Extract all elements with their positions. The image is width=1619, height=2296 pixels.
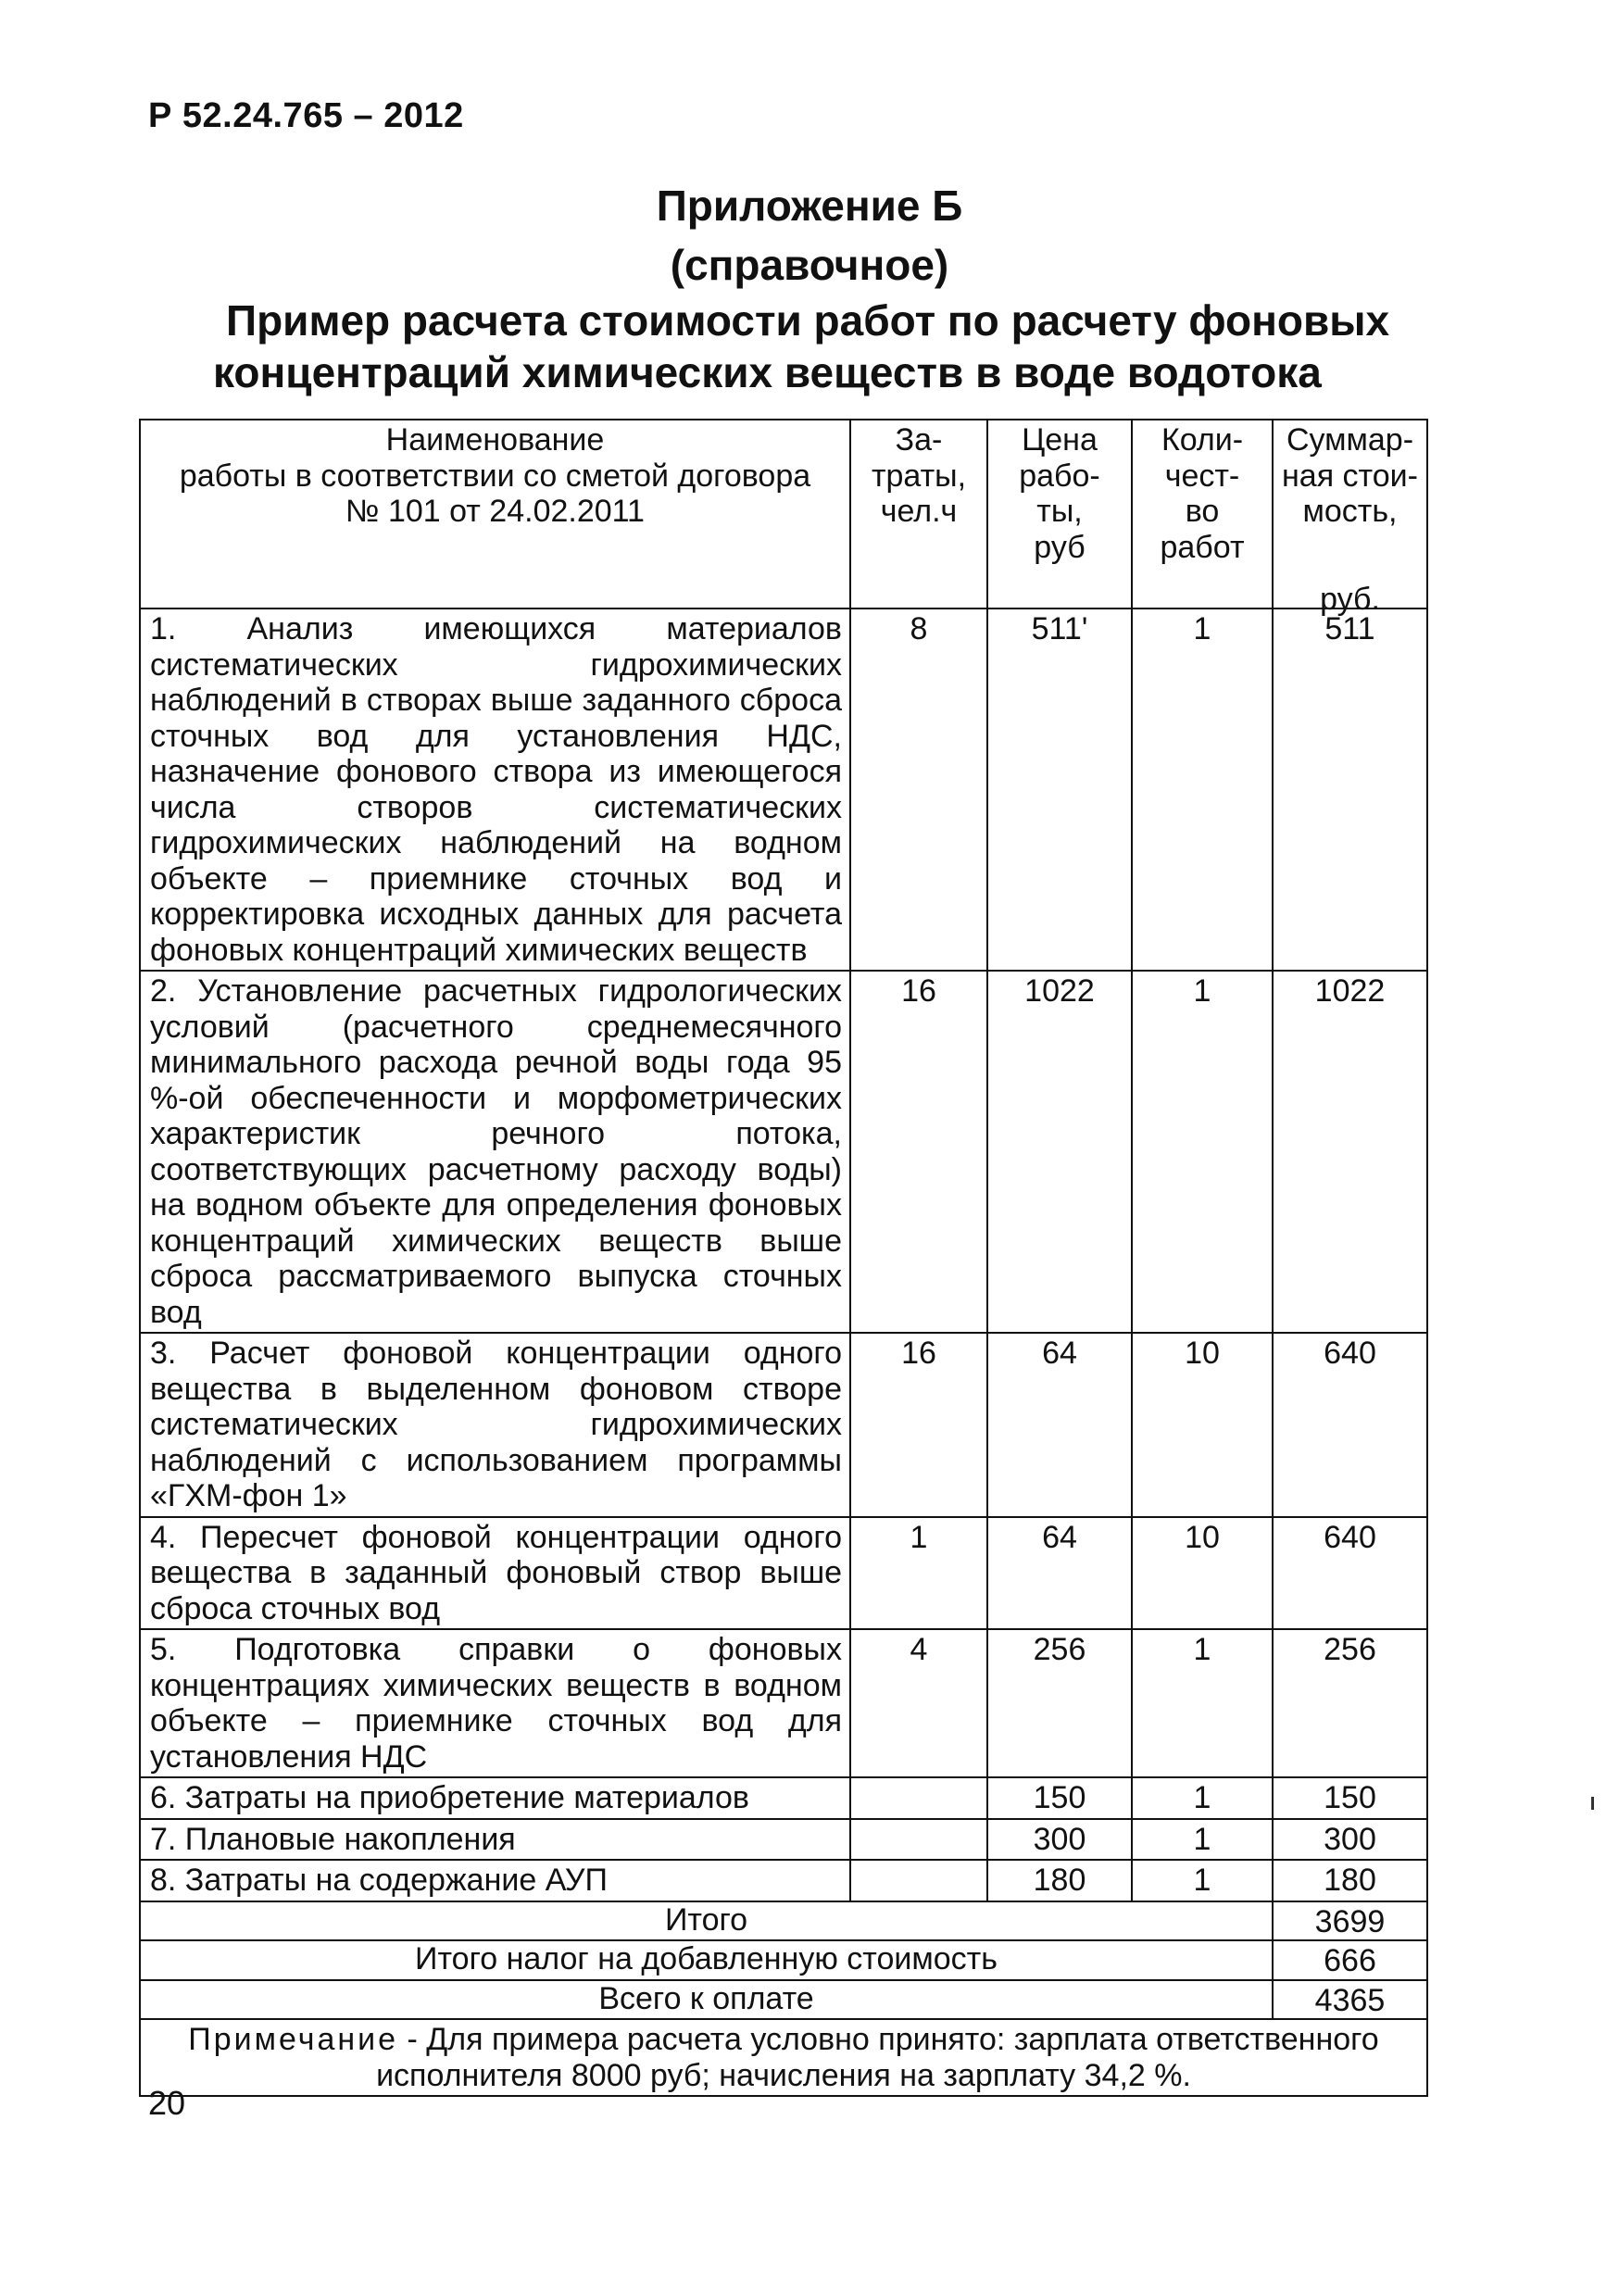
row-total-cost: 180 xyxy=(1273,1860,1427,1901)
document-code: Р 52.24.765 – 2012 xyxy=(148,96,464,135)
row-work-count: 10 xyxy=(1132,1517,1273,1630)
scan-artifact xyxy=(1591,1797,1594,1810)
total-value: 3699 xyxy=(1273,1901,1427,1941)
appendix-heading xyxy=(0,176,1619,295)
row-work-price: 150 xyxy=(987,1777,1132,1819)
row-labor-cost xyxy=(850,1777,987,1819)
table-row xyxy=(140,1860,1427,1901)
row-total-cost: 256 xyxy=(1273,1629,1427,1777)
cost-table xyxy=(139,419,1428,2097)
row-work-name: 1. Анализ имеющихся материалов систематических гидрохимических наблюдений в створах выше заданного сброса сточных вод для установления НДС, назначение фонового створа из имеющегося числа створов систематических гидрохимических наблюдений на водном объекте – приемнике сточных вод и корректировка исходных данных для расчета фоновых концентраций химических веществ xyxy=(140,609,850,971)
row-work-count: 1 xyxy=(1132,1629,1273,1777)
row-labor-cost xyxy=(850,1819,987,1861)
row-total-cost: 640 xyxy=(1273,1333,1427,1517)
row-labor-cost: 4 xyxy=(850,1629,987,1777)
row-work-name: 3. Расчет фоновой концентрации одного вещества в выделенном фоновом створе систематических гидрохимических наблюдений с использованием программы «ГХМ-фон 1» xyxy=(140,1333,850,1517)
total-row xyxy=(140,1901,1427,1941)
vat-row xyxy=(140,1940,1427,1980)
row-work-price: 300 xyxy=(987,1819,1132,1861)
row-work-price: 256 xyxy=(987,1629,1132,1777)
row-labor-cost: 16 xyxy=(850,971,987,1333)
row-work-price: 180 xyxy=(987,1860,1132,1901)
table-row xyxy=(140,1517,1427,1630)
example-title-line-1: Пример расчета стоимости работ по расчету фоновых xyxy=(226,296,1390,345)
grand-total-value: 4365 xyxy=(1273,1980,1427,2020)
table-row xyxy=(140,609,1427,971)
grand-total-label: Всего к оплате xyxy=(140,1980,1273,2020)
row-work-price: 511' xyxy=(987,609,1132,971)
row-total-cost: 640 xyxy=(1273,1517,1427,1630)
header-total-cost-unit: руб. xyxy=(1320,581,1380,617)
row-work-name: 5. Подготовка справки о фоновых концентрациях химических веществ в водном объекте – приемнике сточных вод для установления НДС xyxy=(140,1629,850,1777)
row-work-name: 8. Затраты на содержание АУП xyxy=(140,1860,850,1901)
header-work-count: Коли- чест- во работ xyxy=(1132,420,1273,609)
header-labor-cost: За- траты, чел.ч xyxy=(850,420,987,609)
table-row xyxy=(140,1333,1427,1517)
header-work-name: Наименование работы в соответствии со сметой договора № 101 от 24.02.2011 xyxy=(140,420,850,609)
example-title xyxy=(213,295,1417,398)
table-header-row xyxy=(140,420,1427,609)
row-work-count: 1 xyxy=(1132,609,1273,971)
table-row xyxy=(140,1819,1427,1861)
row-work-count: 1 xyxy=(1132,1860,1273,1901)
row-work-price: 64 xyxy=(987,1517,1132,1630)
row-work-name: 4. Пересчет фоновой концентрации одного вещества в заданный фоновый створ выше сброса сточных вод xyxy=(140,1517,850,1630)
note-label: Примечание xyxy=(188,2022,399,2057)
row-labor-cost: 1 xyxy=(850,1517,987,1630)
row-labor-cost: 16 xyxy=(850,1333,987,1517)
appendix-title: Приложение Б xyxy=(656,182,963,230)
page-number: 20 xyxy=(148,2084,186,2122)
table-row xyxy=(140,971,1427,1333)
row-work-price: 64 xyxy=(987,1333,1132,1517)
row-total-cost: 150 xyxy=(1273,1777,1427,1819)
row-work-name: 2. Установление расчетных гидрологических условий (расчетного среднемесячного минимального расхода речной воды года 95 %-ой обеспеченности и морфометрических характеристик речного потока, соответствующих расчетному расходу воды) на водном объекте для определения фоновых концентраций химических веществ выше сброса рассматриваемого выпуска сточных вод xyxy=(140,971,850,1333)
row-work-count: 1 xyxy=(1132,1819,1273,1861)
row-work-name: 6. Затраты на приобретение материалов xyxy=(140,1777,850,1819)
header-total-cost: Суммар- ная стои- мость, руб. xyxy=(1273,420,1427,609)
grand-total-row xyxy=(140,1980,1427,2020)
example-title-line-2: концентраций химических веществ в воде водотока xyxy=(213,348,1322,396)
row-work-name: 7. Плановые накопления xyxy=(140,1819,850,1861)
row-work-count: 1 xyxy=(1132,971,1273,1333)
table-row xyxy=(140,1629,1427,1777)
vat-label: Итого налог на добавленную стоимость xyxy=(140,1940,1273,1980)
vat-value: 666 xyxy=(1273,1940,1427,1980)
row-labor-cost: 8 xyxy=(850,609,987,971)
total-label: Итого xyxy=(140,1901,1273,1941)
table-row xyxy=(140,1777,1427,1819)
row-work-count: 10 xyxy=(1132,1333,1273,1517)
row-total-cost: 300 xyxy=(1273,1819,1427,1861)
row-total-cost: 1022 xyxy=(1273,971,1427,1333)
row-labor-cost xyxy=(850,1860,987,1901)
appendix-subtitle: (справочное) xyxy=(670,241,949,289)
note-text: - Для примера расчета условно принято: зарплата ответственного исполнителя 8000 руб; начисления на зарплату 34,2 %. xyxy=(376,2022,1379,2093)
header-work-price: Цена рабо- ты, руб xyxy=(987,420,1132,609)
row-work-count: 1 xyxy=(1132,1777,1273,1819)
note-row xyxy=(140,2019,1427,2096)
row-total-cost: 511 xyxy=(1273,609,1427,971)
table-note xyxy=(140,2019,1427,2096)
row-work-price: 1022 xyxy=(987,971,1132,1333)
